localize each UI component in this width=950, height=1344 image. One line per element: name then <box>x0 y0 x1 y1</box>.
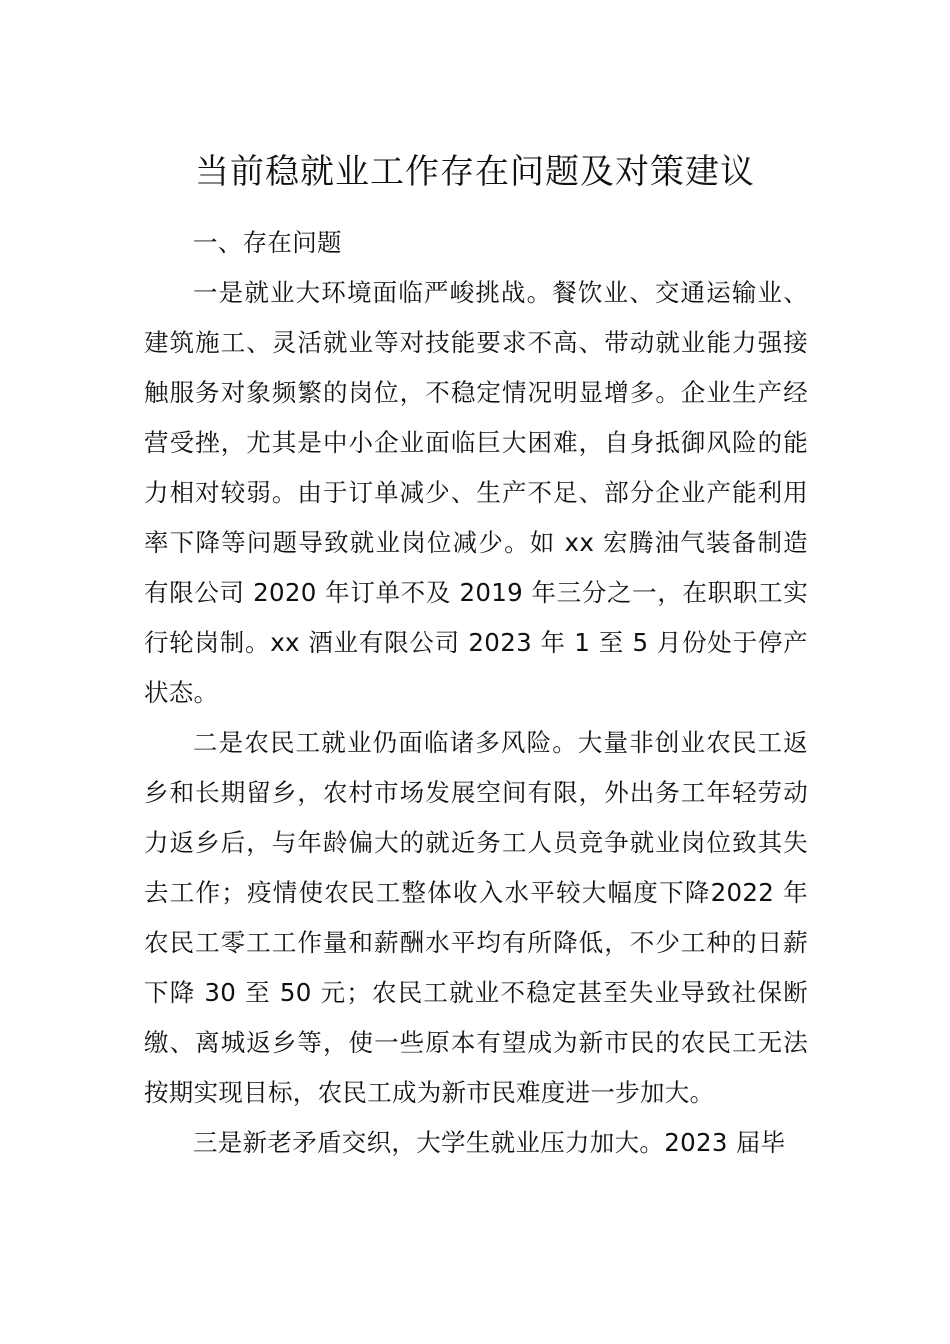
section-heading: 一、存在问题 <box>193 228 342 257</box>
paragraph-2: 二是农民工就业仍面临诸多风险。大量非创业农民工返乡和长期留乡，农村市场发展空间有限，外出务工年轻劳动力返乡后，与年龄偏大的就近务工人员竞争就业岗位致其失去工作；疫情使农民工整体收入水平较大幅度下降2022 年农民工零工工作量和薪酬水平均有所降低，不少工种的日薪下降 30 至 50 元；农民工就业不稳定甚至失业导致社保断缴、离城返乡等，使一些原本有望成为新市民的农民工无法按期实现目标，农民工成为新市民难度进一步加大。 <box>144 728 808 1107</box>
paragraph-3: 三是新老矛盾交织，大学生就业压力加大。2023 届毕 <box>193 1128 786 1157</box>
paragraph-1: 一是就业大环境面临严峻挑战。餐饮业、交通运输业、建筑施工、灵活就业等对技能要求不高、带动就业能力强接触服务对象频繁的岗位，不稳定情况明显增多。企业生产经营受挫，尤其是中小企业面临巨大困难，自身抵御风险的能力相对较弱。由于订单减少、生产不足、部分企业产能利用率下降等问题导致就业岗位减少。如 xx 宏腾油气装备制造有限公司 2020 年订单不及 2019 年三分之一，在职职工实行轮岗制。xx 酒业有限公司 2023 年 1 至 5 月份处于停产状态。 <box>144 278 808 707</box>
document-body <box>144 218 808 1168</box>
page-title: 当前稳就业工作存在问题及对策建议 <box>195 151 755 192</box>
